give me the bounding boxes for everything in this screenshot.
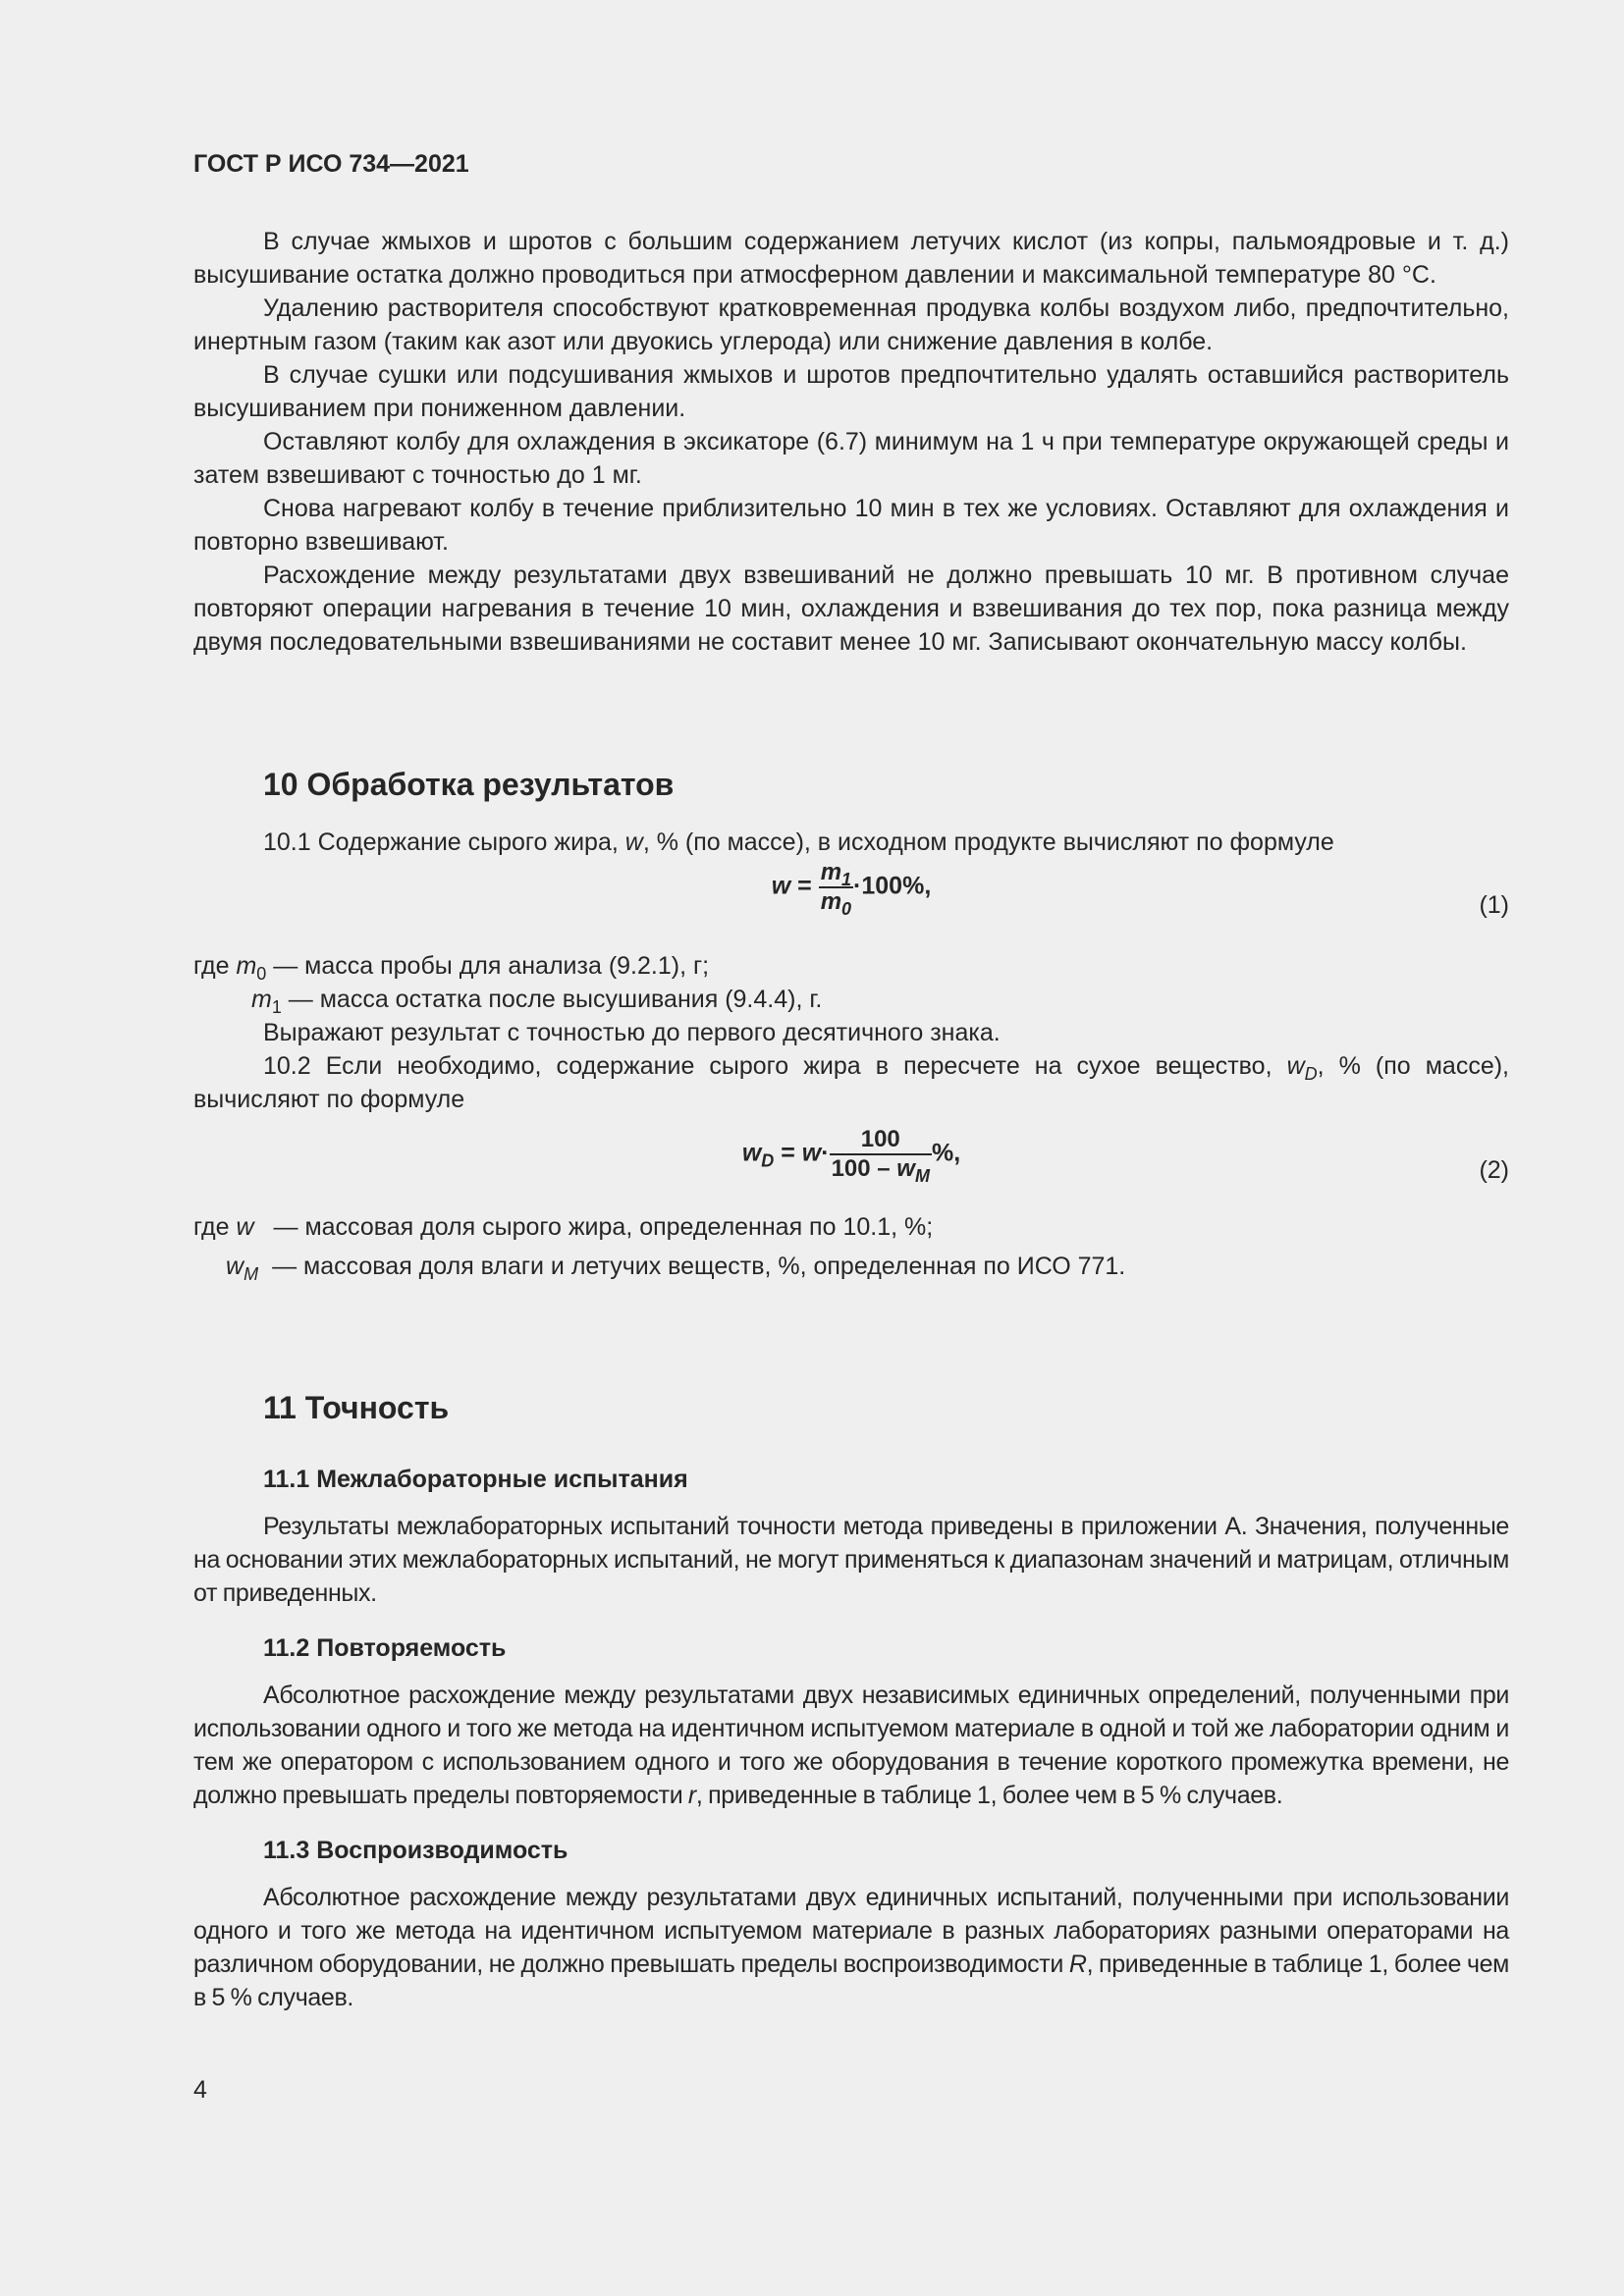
section-11 [193, 1388, 1509, 2014]
section-11-title: 11 Точность [263, 1390, 450, 1425]
paragraph: Абсолютное расхождение между результатами двух единичных испытаний, полученными при использовании одного и того же метода на идентичном испытуемом материале в разных лабораториях разными операторами на различном оборудовании, не должно превышать пределы воспроизводимости R, приведенные в таблице 1, более чем в 5 % случаев. [193, 1884, 1510, 2011]
formula-2: $w_D = w\cdot$ $\frac{100}{100 - w_M}$ %, (2) [741, 1126, 1509, 1186]
intro-block [193, 225, 1509, 659]
paragraph: Оставляют колбу для охлаждения в эксикаторе (6.7) минимум на 1 ч при температуре окружающей среды и затем взвешивают с точностью до 1 мг. [193, 428, 1509, 489]
equation-number: (2) [1479, 1156, 1509, 1184]
where-block-2: где w — массовая доля сырого жира, определенная по 10.1, %; $w_M$ — массовая доля влаги и летучих веществ, %, определенная по ИСО 771. [193, 1213, 1126, 1284]
paragraph: Выражают результат с точностью до первого десятичного знака. [263, 1019, 1001, 1046]
section-10-title: 10 Обработка результатов [263, 767, 675, 802]
subsection-11-1-title: 11.1 Межлабораторные испытания [263, 1466, 688, 1493]
subsection-11-3-title: 11.3 Воспроизводимость [263, 1837, 568, 1864]
paragraph: В случае жмыхов и шротов с большим содержанием летучих кислот (из копры, пальмоядровые и т. д.) высушивание остатка должно проводиться при атмосферном давлении и максимальной температуре 80 °С. [193, 228, 1509, 289]
paragraph: Снова нагревают колбу в течение приблизительно 10 мин в тех же условиях. Оставляют для охлаждения и повторно взвешивают. [193, 495, 1509, 556]
page-number: 4 [193, 2076, 207, 2104]
subsection-11-2-title: 11.2 Повторяемость [263, 1634, 507, 1662]
where-block-1: где $m_0$ — масса пробы для анализа (9.2.1), г; $m_1$ — масса остатка после высушивания (9.4.4), г. [193, 952, 823, 1017]
paragraph-10-2: 10.2 Если необходимо, содержание сырого жира в пересчете на сухое вещество, $w_D$, % (по массе), вычисляют по формуле [193, 1052, 1510, 1113]
formula-1: w = $\frac{m_1}{m_0}$ ·100%, (1) [193, 859, 1509, 937]
paragraph: Результаты межлабораторных испытаний точности метода приведены в приложении А. Значения, полученные на основании этих межлабораторных испытаний, не могут применяться к диапазонам значений и матрицам, отличным от приведенных. [193, 1513, 1509, 1607]
paragraph: Расхождение между результатами двух взвешиваний не должно превышать 10 мг. В противном случае повторяют операции нагревания в течение 10 мин, охлаждения и взвешивания до тех пор, пока разница между двумя последовательными взвешиваниями не составит менее 10 мг. Записывают окончательную массу колбы. [193, 561, 1509, 656]
paragraph: Абсолютное расхождение между результатами двух независимых единичных определений, полученными при использовании одного и того же метода на идентичном испытуемом материале в одной и той же лаборатории одним и тем же оператором с использованием одного и того же оборудования в течение короткого промежутка времени, не должно превышать пределы повторяемости r, приведенные в таблице 1, более чем в 5 % случаев. [193, 1682, 1509, 1809]
document-header: ГОСТ Р ИСО 734—2021 [193, 150, 469, 178]
paragraph: В случае сушки или подсушивания жмыхов и шротов предпочтительно удалять оставшийся растворитель высушиванием при пониженном давлении. [193, 361, 1509, 422]
section-10 [193, 765, 1509, 1283]
paragraph-10-1: 10.1 Содержание сырого жира, w, % (по массе), в исходном продукте вычисляют по формуле [263, 828, 1334, 856]
paragraph: Удалению растворителя способствуют кратковременная продувка колбы воздухом либо, предпочтительно, инертным газом (таким как азот или двуокись углерода) или снижение давления в колбе. [193, 294, 1509, 355]
equation-number: (1) [1479, 891, 1509, 919]
